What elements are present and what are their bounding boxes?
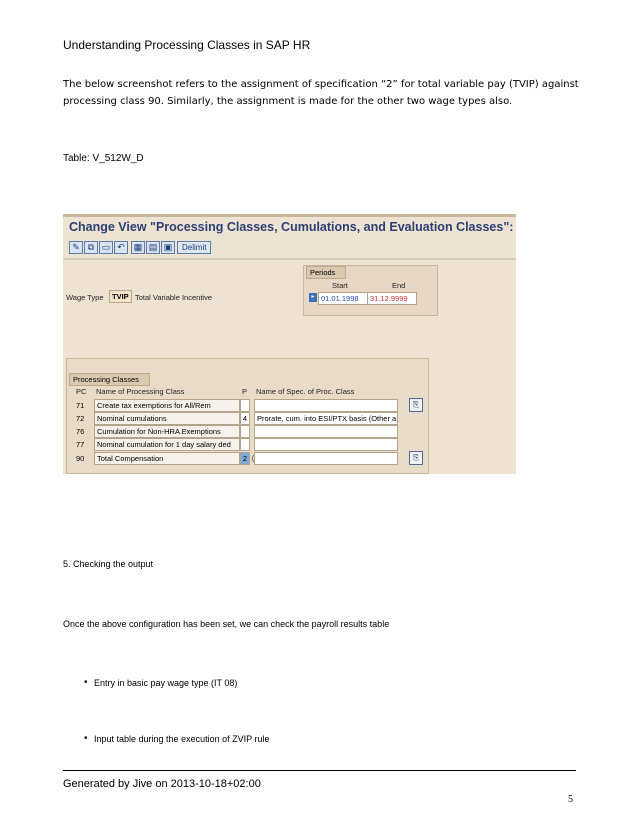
row-pc: 71 bbox=[76, 401, 85, 410]
row-spec bbox=[254, 452, 398, 465]
wage-type-description: Total Variable Incentive bbox=[135, 293, 212, 302]
copy-icon[interactable]: ⧉ bbox=[84, 241, 98, 254]
row-spec bbox=[254, 438, 398, 451]
period-arrow-icon[interactable]: ▸ bbox=[309, 293, 317, 302]
table-row[interactable] bbox=[67, 425, 428, 438]
sap-screenshot bbox=[63, 214, 516, 474]
col-header-p: P bbox=[242, 387, 248, 396]
footer-divider bbox=[63, 770, 576, 771]
row-pc: 77 bbox=[76, 440, 85, 449]
page-number: 5 bbox=[568, 794, 573, 805]
undo-icon[interactable]: ↶ bbox=[114, 241, 128, 254]
start-date-field[interactable]: 01.01.1998 bbox=[318, 292, 368, 305]
table-row[interactable] bbox=[67, 412, 428, 425]
table-row[interactable] bbox=[67, 438, 428, 451]
row-name: Nominal cumulation for 1 day salary ded bbox=[94, 438, 240, 451]
end-label: End bbox=[392, 281, 406, 290]
col-header-pc: PC bbox=[76, 387, 87, 396]
document-header: Understanding Processing Classes in SAP HR bbox=[63, 38, 311, 52]
col-header-name: Name of Processing Class bbox=[96, 387, 185, 396]
row-p-field[interactable]: 2 bbox=[240, 452, 250, 465]
list-item bbox=[84, 677, 238, 688]
details-icon[interactable]: ⎘ bbox=[409, 398, 423, 412]
row-pc: 72 bbox=[76, 414, 85, 423]
start-label: Start bbox=[332, 281, 348, 290]
row-p-field[interactable]: 4 bbox=[240, 412, 250, 425]
row-p-field[interactable] bbox=[240, 425, 250, 438]
table-label: Table: V_512W_D bbox=[63, 153, 144, 164]
processing-classes-tab: Processing Classes bbox=[69, 373, 150, 386]
row-spec bbox=[254, 425, 398, 438]
select-block-icon[interactable]: ▤ bbox=[146, 241, 160, 254]
row-spec: Prorate, cum. into ESI/PTX basis (Other a bbox=[254, 412, 398, 425]
table-row[interactable] bbox=[67, 452, 428, 465]
sap-screen-title: Change View "Processing Classes, Cumulations, and Evaluation Classes": bbox=[69, 220, 514, 234]
processing-classes-group bbox=[66, 358, 429, 474]
row-name: Create tax exemptions for All/Rem bbox=[94, 399, 240, 412]
delimit-button[interactable]: Delimit bbox=[177, 241, 211, 254]
table-row[interactable] bbox=[67, 399, 428, 412]
sap-top-border bbox=[63, 214, 516, 217]
footer-text: Generated by Jive on 2013-10-18+02:00 bbox=[63, 778, 261, 790]
row-pc: 76 bbox=[76, 427, 85, 436]
row-p-field[interactable] bbox=[240, 438, 250, 451]
list-item bbox=[84, 733, 270, 744]
edit-icon[interactable]: ✎ bbox=[69, 241, 83, 254]
intro-paragraph: The below screenshot refers to the assignment of specification “2” for total variable pay (TVIP) against processing class 90. Similarly, the assignment is made for the other two wage types also. bbox=[63, 79, 579, 107]
list-item-text: Input table during the execution of ZVIP rule bbox=[94, 734, 270, 744]
row-p-field[interactable] bbox=[240, 399, 250, 412]
row-pc: 90 bbox=[76, 454, 85, 463]
section-title: 5. Checking the output bbox=[63, 559, 154, 569]
col-header-spec: Name of Spec. of Proc. Class bbox=[256, 387, 355, 396]
select-all-icon[interactable]: ▦ bbox=[131, 241, 145, 254]
list-item-text: Entry in basic pay wage type (IT 08) bbox=[94, 678, 238, 688]
paragraph: Once the above configuration has been set, we can check the payroll results table bbox=[63, 619, 390, 629]
row-name: Total Compensation bbox=[94, 452, 240, 465]
wage-type-field[interactable]: TVIP bbox=[109, 290, 132, 303]
bullet-icon: • bbox=[84, 677, 88, 688]
sap-toolbar bbox=[63, 238, 516, 259]
row-spec bbox=[254, 399, 398, 412]
deselect-all-icon[interactable]: ▣ bbox=[161, 241, 175, 254]
end-date-field[interactable]: 31.12.9999 bbox=[367, 292, 417, 305]
row-name: Nominal cumulations bbox=[94, 412, 240, 425]
bullet-icon: • bbox=[84, 733, 88, 744]
wage-type-label: Wage Type bbox=[66, 293, 104, 302]
periods-tab: Periods bbox=[306, 266, 346, 279]
delete-icon[interactable]: ▭ bbox=[99, 241, 113, 254]
toolbar-divider bbox=[63, 259, 516, 260]
periods-group bbox=[303, 265, 438, 316]
details-icon[interactable]: ⎘ bbox=[409, 451, 423, 465]
row-name: Cumulation for Non-HRA Exemptions bbox=[94, 425, 240, 438]
